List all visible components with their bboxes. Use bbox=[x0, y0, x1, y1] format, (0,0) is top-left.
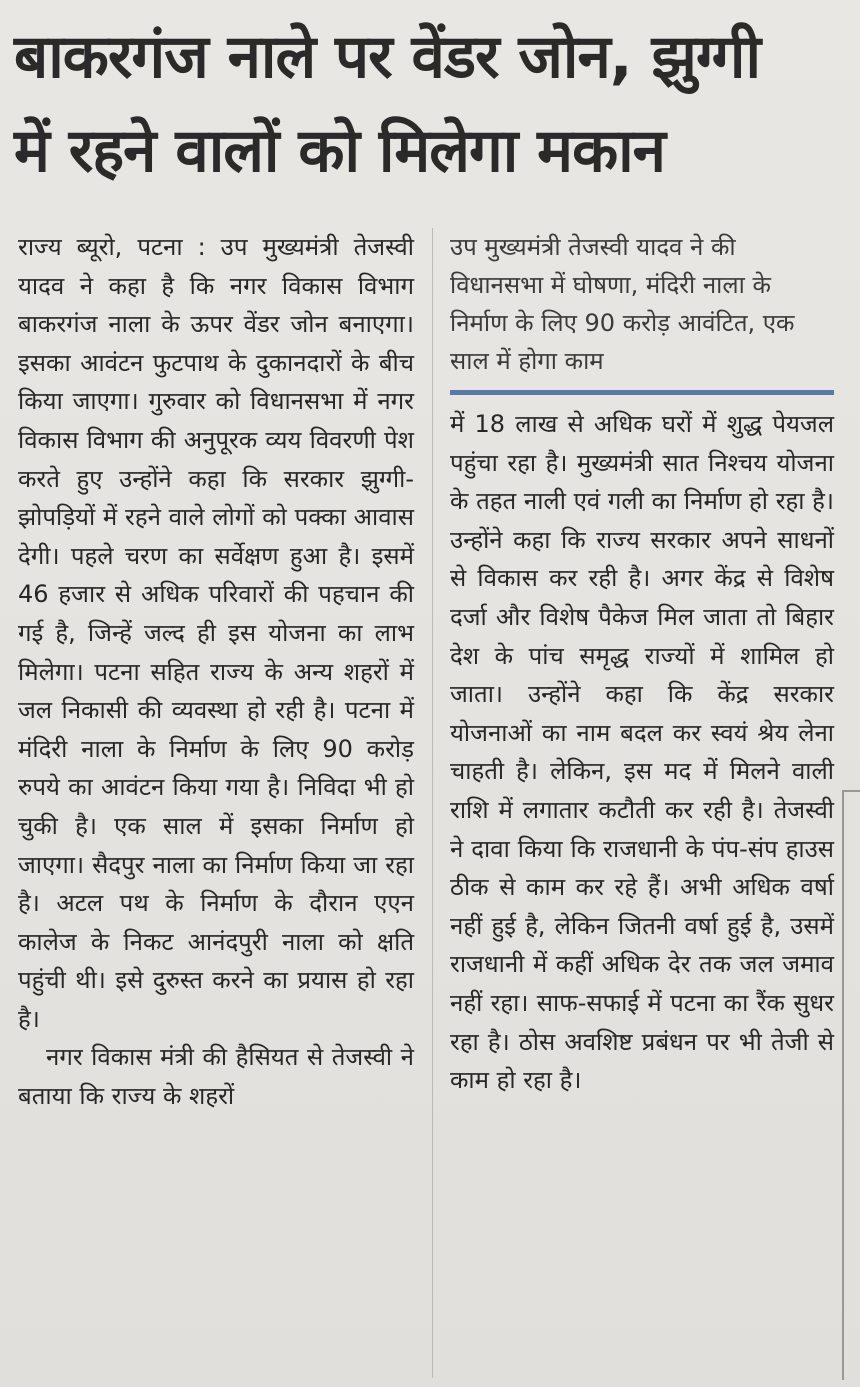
adjacent-article-border bbox=[842, 790, 844, 1380]
left-paragraph-2: नगर विकास मंत्री की हैसियत से तेजस्वी ने बताया कि राज्य के शहरों bbox=[18, 1043, 414, 1111]
right-paragraph-1: में 18 लाख से अधिक घरों में शुद्ध पेयजल पहुंचा रहा है। मुख्यमंत्री सात निश्चय योजना के तहत नाली एवं गली का निर्माण हो रहा है। उन्होंने कहा कि राज्य सरकार अपने साधनों से विकास कर रही है। अगर केंद्र से विशेष दर्जा और विशेष पैकेज मिल जाता तो बिहार देश के पांच समृद्ध राज्यों में शामिल हो जाता। उन्होंने कहा कि केंद्र सरकार योजनाओं का नाम बदल कर स्वयं श्रेय लेना चाहती है। लेकिन, इस मद में मिलने वाली राशि में लगातार कटौती कर रही है। तेजस्वी ने दावा किया कि राजधानी के पंप-संप हाउस ठीक से काम कर रहे हैं। अभी अधिक वर्षा नहीं हुई है, लेकिन जितनी वर्षा हुई है, उसमें राजधानी में कहीं अधिक देर तक जल जमाव नहीं रहा। साफ-सफाई में पटना का रैंक सुधर रहा है। ठोस अवशिष्ट प्रबंधन पर भी तेजी से काम हो रहा है। bbox=[450, 410, 834, 1095]
column-divider bbox=[432, 228, 433, 1378]
adjacent-article-border-top bbox=[842, 790, 860, 792]
left-paragraph-1: राज्य ब्यूरो, पटना : उप मुख्यमंत्री तेजस्वी यादव ने कहा है कि नगर विकास विभाग बाकरगंज नाला के ऊपर वेंडर जोन बनाएगा। इसका आवंटन फुटपाथ के दुकानदारों के बीच किया जाएगा। गुरुवार को विधानसभा में नगर विकास विभाग की अनुपूरक व्यय विवरणी पेश करते हुए उन्होंने कहा कि सरकार झुग्गी-झोपड़ियों में रहने वाले लोगों को पक्का आवास देगी। पहले चरण का सर्वेक्षण हुआ है। इसमें 46 हजार से अधिक परिवारों की पहचान की गई है, जिन्हें जल्द ही इस योजना का लाभ मिलेगा। पटना सहित राज्य के अन्य शहरों में जल निकासी की व्यवस्था हो रही है। पटना में मंदिरी नाला के निर्माण के लिए 90 करोड़ रुपये का आवंटन किया गया है। निविदा भी हो चुकी है। एक साल में इसका निर्माण हो जाएगा। सैदपुर नाला का निर्माण किया जा रहा है। अटल पथ के निर्माण के दौरान एएन कालेज के निकट आनंदपुरी नाला को क्षति पहुंची थी। इसे दुरुस्त करने का प्रयास हो रहा है। bbox=[18, 233, 414, 1033]
deck-subheadline: उप मुख्यमंत्री तेजस्वी यादव ने की विधानसभा में घोषणा, मंदिरी नाला के निर्माण के लिए 90 करोड़ आवंटित, एक साल में होगा काम bbox=[450, 228, 834, 395]
headline-line-2: में रहने वालों को मिलेगा मकान bbox=[14, 116, 665, 186]
headline bbox=[14, 10, 850, 198]
right-column bbox=[450, 228, 834, 1100]
left-column bbox=[18, 228, 414, 1116]
headline-line-1: बाकरगंज नाले पर वेंडर जोन, झुग्गी bbox=[14, 22, 760, 92]
